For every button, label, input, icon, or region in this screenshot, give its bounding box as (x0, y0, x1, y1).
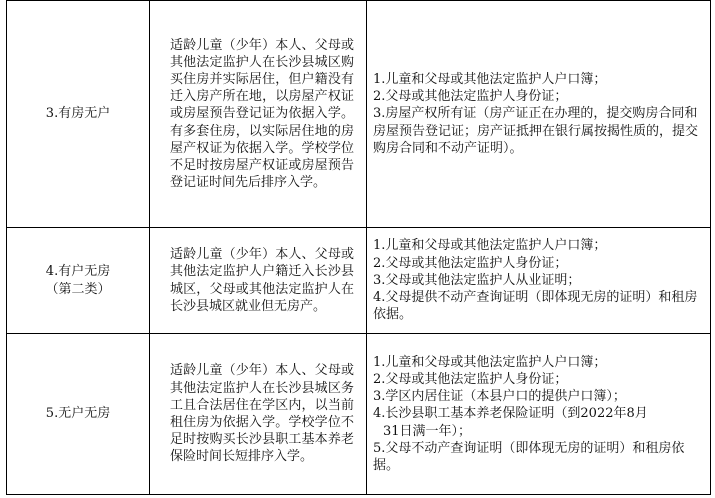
condition-cell (150, 1, 367, 228)
material-item: 1.儿童和父母或其他法定监护人户口簿； (373, 71, 607, 87)
materials-list (367, 237, 710, 323)
materials-cell (367, 228, 711, 334)
category-cell (7, 334, 150, 495)
category-label: 3.有房无户 (45, 106, 111, 121)
table-row (7, 1, 711, 228)
table-row (7, 228, 711, 334)
table-row (7, 334, 711, 495)
materials-cell (367, 334, 711, 495)
condition-cell (150, 228, 367, 334)
material-item: 4.长沙县职工基本养老保险证明（到2022年8月 (373, 406, 648, 422)
materials-cell (367, 1, 711, 228)
category-cell (7, 228, 150, 334)
condition-text: 适龄儿童（少年）本人、父母或其他法定监护人在长沙县城区购买住房并实际居住，但户籍没有迁入房产所在地，以房屋产权证或房屋预告登记证为依据入学。有多套住房，以实际居住地的房屋产权证为依据入学。学校学位不足时按房屋产权证或房屋预告登记证时间先后排序入学。 (170, 37, 354, 191)
condition-text: 适龄儿童（少年）本人、父母或其他法定监护人在长沙县城区务工且合法居住在学区内，以当前租住房为依据入学。学校学位不足时按购买长沙县职工基本养老保险时间长短排序入学。 (170, 363, 354, 465)
material-item: 1.儿童和父母或其他法定监护人户口簿； (373, 354, 607, 370)
materials-list (367, 354, 710, 474)
enrollment-policy-table (6, 0, 711, 495)
material-item: 2.父母或其他法定监护人身份证； (373, 371, 568, 387)
material-item: 1.儿童和父母或其他法定监护人户口簿； (373, 238, 607, 254)
condition-cell (150, 334, 367, 495)
category-label: 4.有户无房 (45, 263, 111, 279)
material-item-continued: 31日满一年）； (383, 423, 472, 439)
category-sublabel: （第二类） (45, 281, 111, 297)
material-item: 3.学区内居住证（本县户口的提供户口簿）； (373, 389, 626, 405)
material-item: 5.父母不动产查询证明（即体现无房的证明）和租房依据。 (373, 440, 685, 473)
material-item: 2.父母或其他法定监护人身份证； (373, 255, 568, 271)
material-item: 2.父母或其他法定监护人身份证； (373, 89, 568, 105)
material-item: 3.房屋产权所有证（房产证正在办理的，提交购房合同和房屋预告登记证；房产证抵押在银行属按揭性质的，提交购房合同和不动产证明）。 (373, 106, 699, 156)
category-cell (7, 1, 150, 228)
material-item: 3.父母或其他法定监护人从业证明； (373, 272, 581, 288)
materials-list (367, 71, 710, 157)
material-item: 4.父母提供不动产查询证明（即体现无房的证明）和租房依据。 (373, 290, 698, 323)
category-label: 5.无户无房 (45, 406, 111, 421)
condition-text: 适龄儿童（少年）本人、父母或其他法定监护人户籍迁入长沙县城区，父母或其他法定监护人在长沙县城区就业但无房产。 (170, 247, 354, 314)
